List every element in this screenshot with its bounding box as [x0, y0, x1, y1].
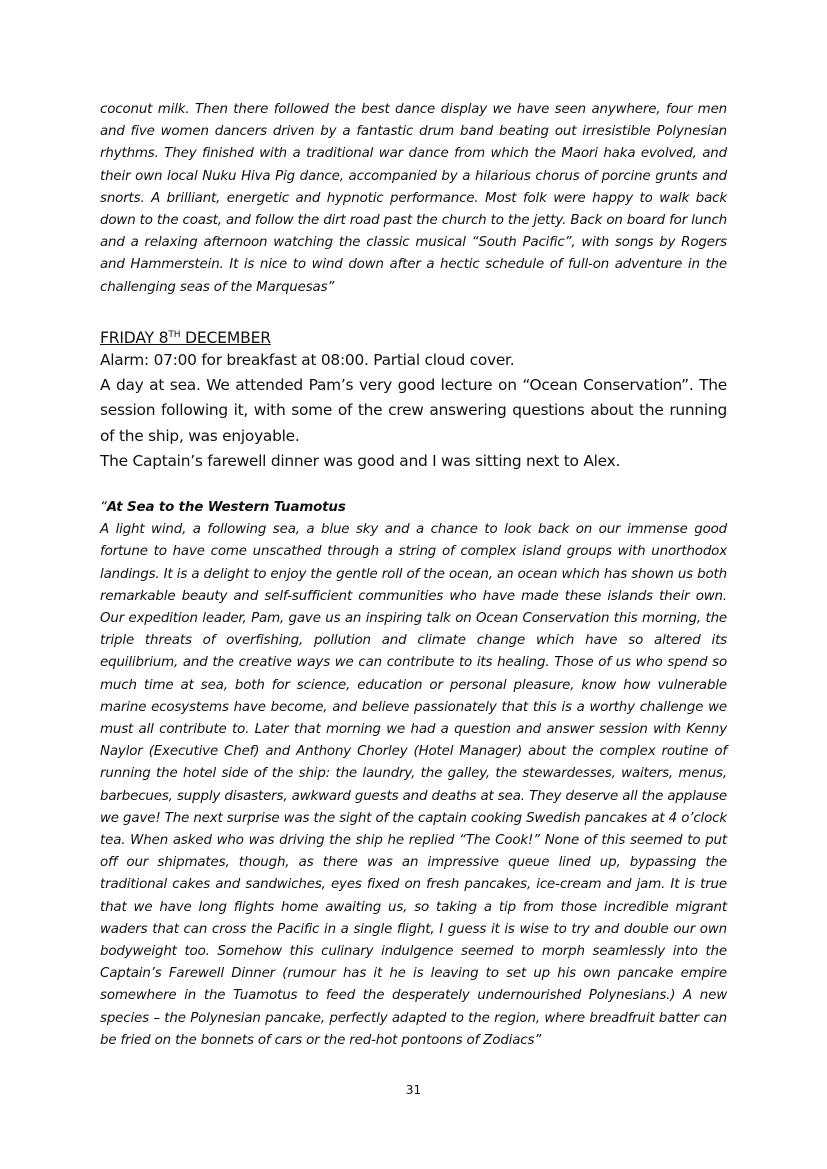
expedition-log — [100, 497, 727, 1052]
day-heading-ordinal: TH — [168, 330, 181, 340]
diary-line-lecture: A day at sea. We attended Pam’s very good lecture on “Ocean Conservation”. The session following it, with some of the crew answering questions about the running of the ship, was enjoyable. — [100, 376, 727, 445]
diary-entry — [100, 348, 727, 474]
log-title-text: At Sea to the Western Tuamotus — [106, 500, 346, 515]
day-heading-prefix: FRIDAY 8 — [100, 329, 169, 347]
log-body: A light wind, a following sea, a blue sky and a chance to look back on our immense good fortune to have come unscathed through a string of complex island groups with unorthodox landings. It is a delight to enjoy the gentle roll of the ocean, an ocean which has shown us both remarkable beauty and self-sufficient communities who have made these islands their own. Our expedition leader, Pam, gave us an inspiring talk on Ocean Conservation this morning, the triple threats of overfishing, pollution and climate change which have so altered its equilibrium, and the creative ways we can contribute to its healing. Those of us who spend so much time at sea, both for science, education or personal pleasure, know how vulnerable marine ecosystems have become, and believe passionately that this is a worthy challenge we must all contribute to. Later that morning we had a question and answer session with Kenny Naylor (Executive Chef) and Anthony Chorley (Hotel Manager) about the complex routine of running the hotel side of the ship: the laundry, the galley, the stewardesses, waiters, menus, barbecues, supply disasters, awkward guests and deaths at sea. They deserve all the applause we gave! The next surprise was the sight of the captain cooking Swedish pancakes at 4 o’clock tea. When asked who was driving the ship he replied “The Cook!” None of this seemed to put off our shipmates, though, as there was an impressive queue lined up, bypassing the traditional cakes and sandwiches, eyes fixed on fresh pancakes, ice-cream and jam. It is true that we have long flights home awaiting us, so taking a tip from those incredible migrant waders that can cross the Pacific in a single flight, I guess it is wise to try and double our own bodyweight too. Somehow this culinary indulgence seemed to morph seamlessly into the Captain’s Farewell Dinner (rumour has it he is leaving to set up his own pancake empire somewhere in the Tuamotus to feed the desperately undernourished Polynesians.) A new species – the Polynesian pancake, perfectly adapted to the region, where breadfruit batter can be fried on the bonnets of cars or the red-hot pontoons of Zodiacs” — [100, 522, 727, 1048]
log-open-quote: “ — [100, 500, 107, 515]
previous-entry-paragraph: coconut milk. Then there followed the best dance display we have seen anywhere, four men and five women dancers driven by a fantastic drum band beating out irresistible Polynesian rhythms. They finished with a traditional war dance from which the Maori haka evolved, and their own local Nuku Hiva Pig dance, accompanied by a hilarious chorus of porcine grunts and snorts. A brilliant, energetic and hypnotic performance. Most folk were happy to walk back down to the coast, and follow the dirt road past the church to the jetty. Back on board for lunch and a relaxing afternoon watching the classic musical “South Pacific”, with songs by Rogers and Hammerstein. It is nice to wind down after a hectic schedule of full-on adventure in the challenging seas of the Marquesas” — [100, 102, 727, 295]
day-heading-month: DECEMBER — [180, 329, 271, 347]
diary-line-alarm: Alarm: 07:00 for breakfast at 08:00. Partial cloud cover. — [100, 351, 515, 369]
page-number: 31 — [405, 1083, 422, 1097]
log-title — [100, 497, 727, 519]
day-heading — [100, 324, 271, 349]
diary-line-dinner: The Captain’s farewell dinner was good and I was sitting next to Alex. — [100, 451, 621, 470]
